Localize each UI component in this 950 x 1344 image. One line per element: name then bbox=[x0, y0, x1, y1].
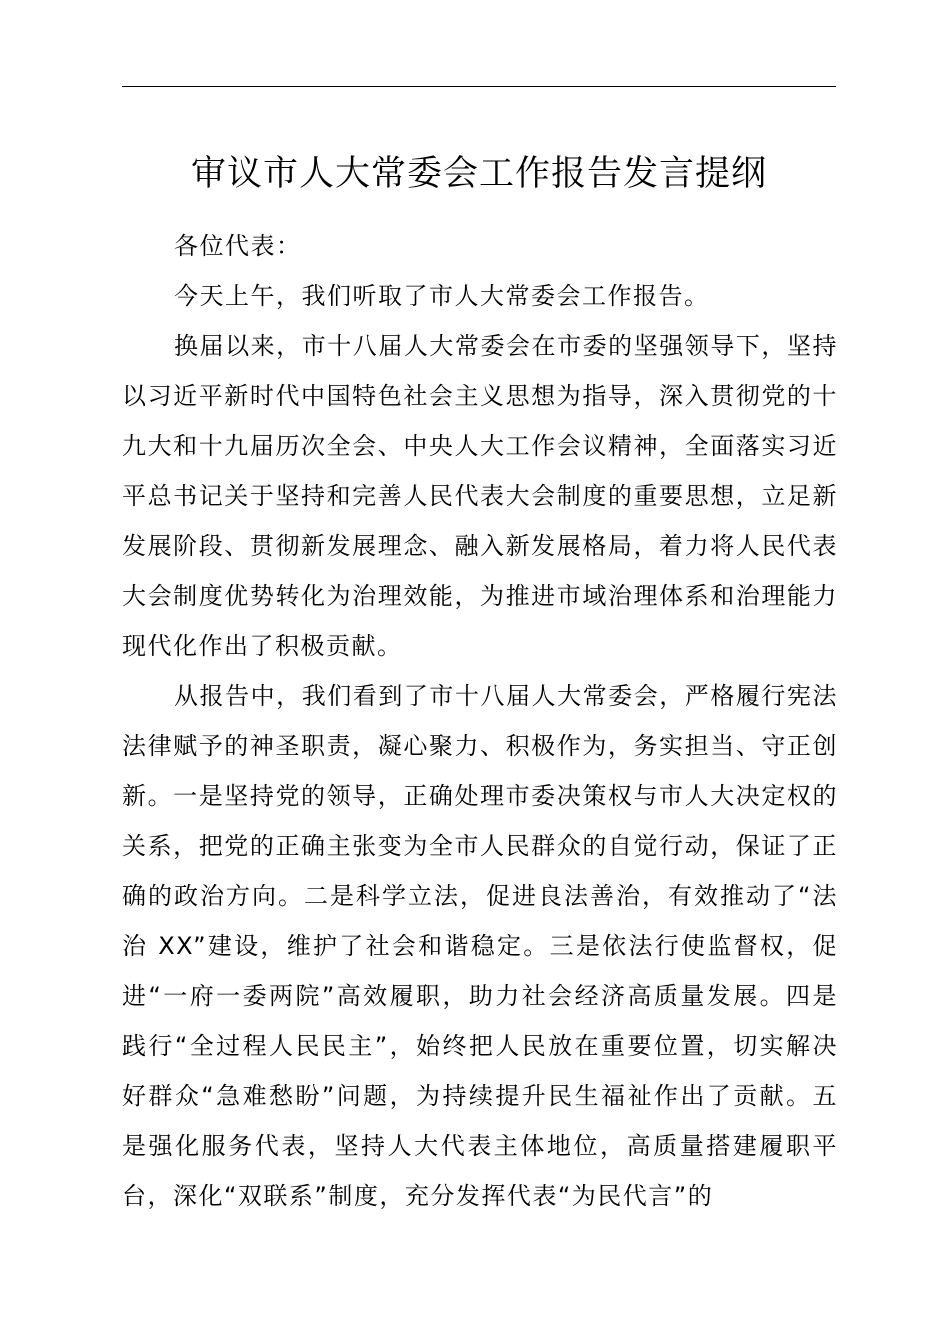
page-title: 审议市人大常委会工作报告发言提纲 bbox=[190, 154, 767, 194]
paragraph-report-review: 从报告中，我们看到了市十八届人大常委会，严格履行宪法法律赋予的神圣职责，凝心聚力、积极作为，务实担当、守正创新。一是坚持党的领导，正确处理市委决策权与市人大决定权的关系，把党的正确主张变为全市人民群众的自觉行动，保证了正确的政治方向。二是科学立法，促进良法善治，有效推动了“法治 XX”建设，维护了社会和谐稳定。三是依法行使监督权，促进“一府一委两院”高效履职，助力社会经济高质量发展。四是践行“全过程人民民主”，始终把人民放在重要位置，切实解决好群众“急难愁盼”问题，为持续提升民生福祉作出了贡献。五是强化服务代表，坚持人大代表主体地位，高质量搭建履职平台，深化“双联系”制度，充分发挥代表“为民代言”的 bbox=[122, 682, 838, 1210]
paragraph-intro: 今天上午，我们听取了市人大常委会工作报告。 bbox=[174, 282, 710, 310]
salutation: 各位代表： bbox=[174, 232, 302, 260]
paragraph-since-election: 换届以来，市十八届人大常委会在市委的坚强领导下，坚持以习近平新时代中国特色社会主义思想为指导，深入贯彻党的十九大和十九届历次全会、中央人大工作会议精神，全面落实习近平总书记关于坚持和完善人民代表大会制度的重要思想，立足新发展阶段、贯彻新发展理念、融入新发展格局，着力将人民代表大会制度优势转化为治理效能，为推进市域治理体系和治理能力现代化作出了积极贡献。 bbox=[122, 332, 838, 660]
header-rule bbox=[122, 86, 836, 87]
document-body bbox=[122, 221, 838, 1221]
